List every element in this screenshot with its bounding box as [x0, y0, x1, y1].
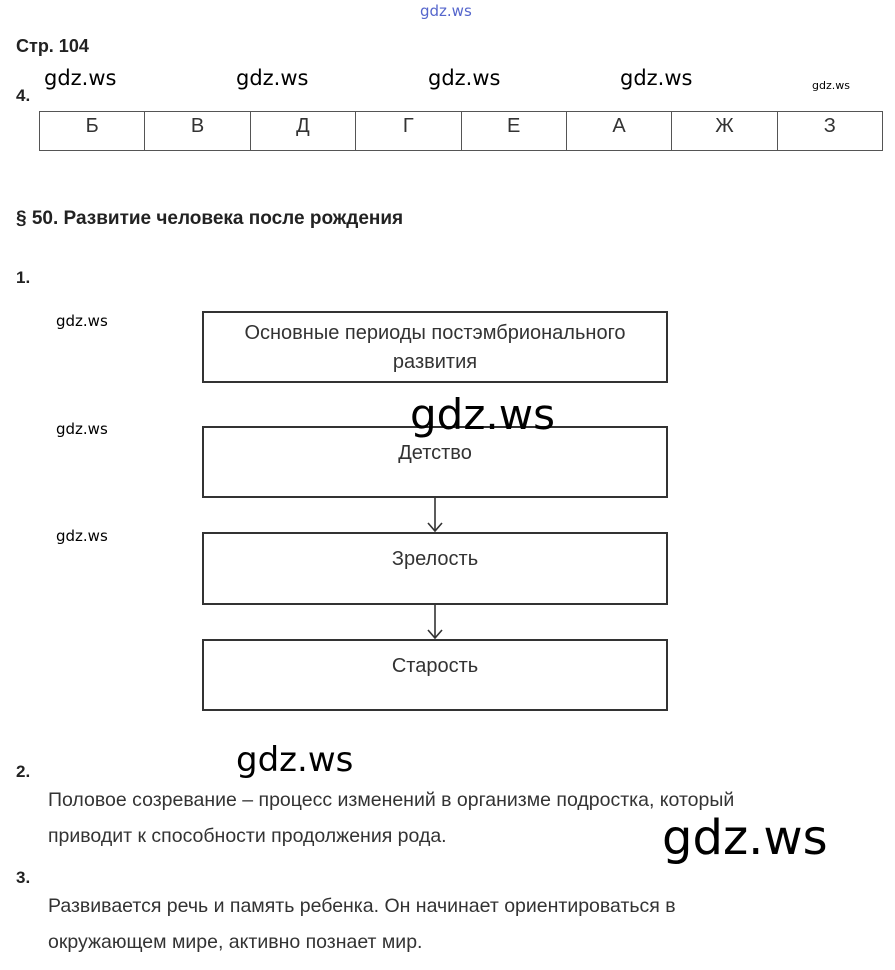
task-number: 2.: [16, 762, 31, 781]
answer-text: [48, 888, 868, 960]
watermark: gdz.ws: [620, 66, 693, 90]
answer-text: [48, 782, 868, 854]
answer-cell: З: [777, 112, 882, 151]
answer-line: приводит к способности продолжения рода.: [48, 825, 447, 847]
section-title: § 50. Развитие человека после рождения: [16, 208, 404, 229]
answer-line: окружающем мире, активно познает мир.: [48, 931, 423, 953]
watermark: gdz.ws: [662, 810, 828, 866]
watermark: gdz.ws: [236, 740, 354, 780]
answer-line: Развивается речь и память ребенка. Он начинает ориентироваться в: [48, 895, 676, 917]
watermark: gdz.ws: [56, 312, 108, 330]
watermark: gdz.ws: [56, 527, 108, 545]
period-box-old-age: Старость: [202, 639, 668, 711]
answer-cell: В: [145, 112, 250, 151]
task-number: 4.: [16, 86, 31, 105]
watermark: gdz.ws: [428, 66, 501, 90]
answer-line: Половое созревание – процесс изменений в организме подростка, который: [48, 789, 735, 811]
page-number: Стр. 104: [16, 36, 89, 56]
watermark: gdz.ws: [410, 390, 555, 439]
answer-cell: А: [566, 112, 671, 151]
period-box-childhood: Детство: [202, 426, 668, 498]
answer-cell: Г: [356, 112, 461, 151]
answer-cell: Е: [461, 112, 566, 151]
watermark: gdz.ws: [812, 79, 850, 92]
task-number: 3.: [16, 868, 31, 887]
answer-table: [39, 111, 883, 151]
answer-cell: Д: [250, 112, 355, 151]
answer-cell: Б: [40, 112, 145, 151]
diagram-title-box: Основные периоды постэмбрионального развития: [202, 311, 668, 383]
task-number: 1.: [16, 268, 31, 287]
watermark: gdz.ws: [56, 420, 108, 438]
arrow-down-icon: [425, 498, 445, 534]
watermark: gdz.ws: [236, 66, 309, 90]
arrow-down-icon: [425, 605, 445, 641]
period-box-maturity: Зрелость: [202, 532, 668, 605]
answer-cell: Ж: [672, 112, 777, 151]
watermark-top[interactable]: gdz.ws: [420, 2, 472, 20]
watermark: gdz.ws: [44, 66, 117, 90]
